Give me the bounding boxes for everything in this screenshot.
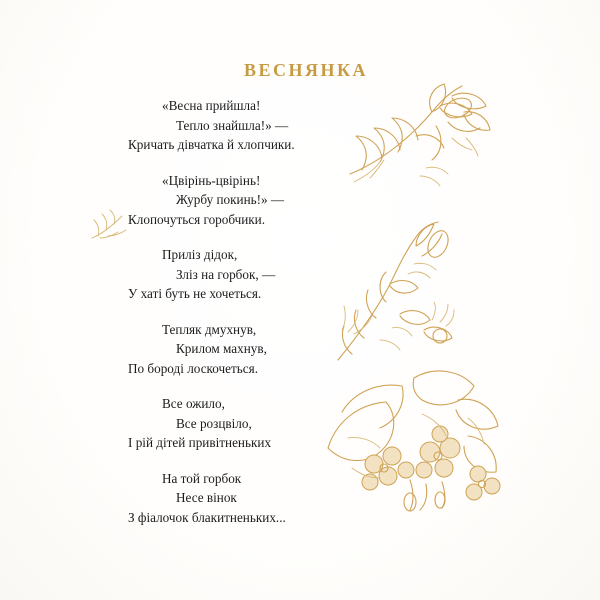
poem-line: Клопочуться горобчики.	[128, 211, 266, 227]
poem-stanza	[128, 171, 428, 230]
poem-stanza	[128, 245, 428, 304]
poem-stanza	[128, 320, 428, 379]
poem-line: По бороді лоскочеться.	[128, 360, 259, 376]
poem-line: Журбу покинь!» —	[176, 192, 285, 207]
poem-stanza	[128, 394, 428, 453]
poem-line: З фіалочок блакитненьких...	[128, 509, 286, 525]
poem-line: Все розцвіло,	[176, 415, 252, 431]
poem-line: Тепляк дмухнув,	[162, 321, 257, 337]
poem-line: На той горбок	[162, 470, 242, 486]
poem-line: У хаті буть не хочеться.	[128, 286, 262, 301]
poem-line: Кричать дівчатка й хлопчики.	[128, 137, 295, 152]
poem-body	[128, 96, 428, 543]
poem-stanza	[128, 469, 428, 528]
poem-line: Все ожило,	[162, 396, 225, 411]
poem-stanza	[128, 96, 428, 155]
poem-line: Тепло знайшла!» —	[176, 117, 289, 133]
poem-line: Зліз на горбок, —	[176, 266, 276, 282]
poem-line: Приліз дідок,	[162, 247, 238, 262]
poem-line: Крилом махнув,	[176, 341, 267, 356]
poem-line: І рій дітей привітненьких	[128, 435, 272, 450]
poem-line: «Весна прийшла!	[162, 98, 261, 113]
poem-line: «Цвірінь-цвірінь!	[162, 172, 261, 188]
page-title: ВЕСНЯНКА	[243, 60, 369, 80]
poem-line: Несе вінок	[176, 490, 237, 505]
